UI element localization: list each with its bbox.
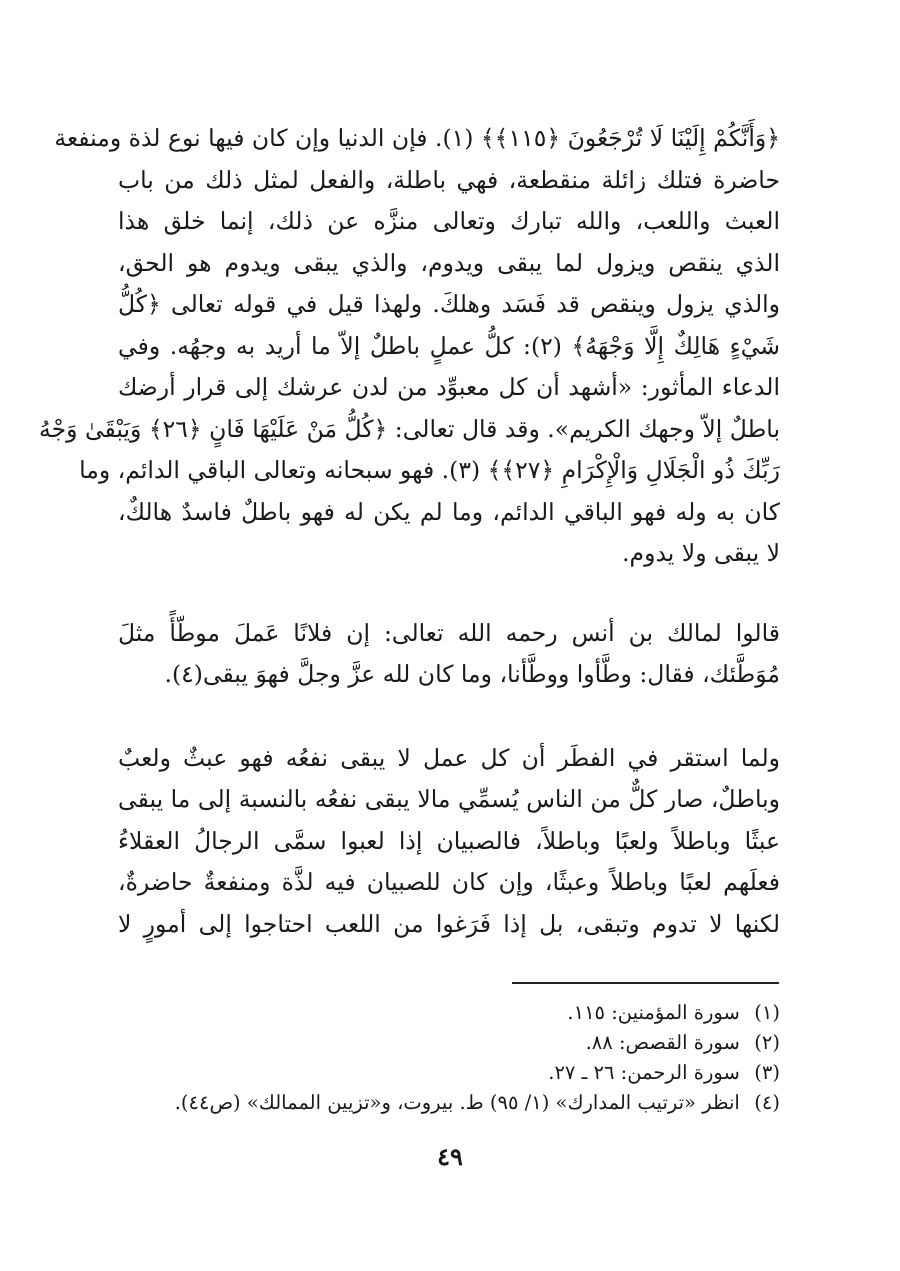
footnote-number: (٢) xyxy=(754,1031,780,1054)
footnote-2 xyxy=(118,1028,780,1058)
page-number: ٤٩ xyxy=(437,1142,463,1171)
text-line: الذي ينقص ويزول لما يبقى ويدوم، والذي يبقى ويدوم هو الحق، xyxy=(118,248,780,277)
text-line: الدعاء المأثور: «أشهد أن كل معبوِّد من لدن عرشك إلى قرار أرضك xyxy=(118,373,780,401)
paragraph-1 xyxy=(39,118,780,575)
footnote-text: انظر «ترتيب المدارك» (١/ ٩٥) ط. بيروت، و«تزيين الممالك» (ص٤٤). xyxy=(174,1091,740,1114)
footnote-1 xyxy=(118,998,780,1028)
page-body xyxy=(39,118,780,945)
paragraph-2 xyxy=(118,613,780,696)
footnote-number: (١) xyxy=(754,1001,780,1024)
text-line: لا يبقى ولا يدوم. xyxy=(622,539,780,567)
text-line: قالوا لمالك بن أنس رحمه الله تعالى: إن فلانًا عَملَ موطّأً مثلَ xyxy=(118,618,780,647)
footnote-text: سورة الرحمن: ٢٦ ـ ٢٧. xyxy=(548,1061,740,1084)
text-line: فعلَهم لعبًا وباطلاً وعبثًا، وإن كان للصبيان فيه لذَّة ومنفعةٌ حاضرةٌ، xyxy=(118,868,780,896)
text-line: مُوَطَّئك، فقال: وطَّأوا ووطَّأنا، وما كان لله عزَّ وجلَّ فهوَ يبقى(٤). xyxy=(164,660,780,688)
text-line: ولما استقر في الفطَر أن كل عمل لا يبقى نفعُه فهو عبثٌ ولعبٌ xyxy=(118,743,780,772)
text-line: شَيْءٍ هَالِكٌ إِلَّا وَجْهَهُ﴾ (٢): كلُّ عملٍ باطلٌ إلاّ ما أريد به وجهُه. وفي xyxy=(118,331,780,360)
footnote-text: سورة القصص: ٨٨. xyxy=(585,1031,740,1054)
text-line: عبثًا وباطلاً ولعبًا وباطلاً، فالصبيان إذا لعبوا سمَّى الرجالُ العقلاءُ xyxy=(118,826,780,855)
text-line: والذي يزول وينقص قد فَسَد وهلكَ. ولهذا قيل في قوله تعالى ﴿كُلُّ xyxy=(118,290,780,318)
text-line: حاضرة فتلك زائلة منقطعة، فهي باطلة، والفعل لمثل ذلك من باب xyxy=(118,165,780,194)
text-line: وباطلٌ، صار كلٌّ من الناس يُسمِّي مالا يبقى نفعُه بالنسبة إلى ما يبقى xyxy=(118,785,780,813)
footnote-4 xyxy=(118,1088,780,1118)
text-line: باطلٌ إلاّ وجهك الكريم». وقد قال تعالى: ﴿كُلُّ مَنْ عَلَيْهَا فَانٍ ﴿٢٦﴾ وَيَبْقَىٰ وَجْهُ xyxy=(39,414,780,443)
text-line: ﴿وَأَنَّكُمْ إِلَيْنَا لَا تُرْجَعُونَ ﴿١١٥﴾﴾ (١). فإن الدنيا وإن كان فيها نوع لذة ومنفعة xyxy=(54,124,780,152)
paragraph-3 xyxy=(118,738,780,946)
text-line: رَبِّكَ ذُو الْجَلَالِ وَالْإِكْرَامِ ﴿٢٧﴾﴾ (٣). فهو سبحانه وتعالى الباقي الدائم، وما xyxy=(79,456,780,484)
footnotes xyxy=(118,998,780,1118)
text-line: كان به وله فهو الباقي الدائم، وما لم يكن له فهو باطلٌ فاسدٌ هالكٌ، xyxy=(118,497,780,526)
footnote-3 xyxy=(118,1058,780,1088)
footnote-number: (٣) xyxy=(754,1061,780,1084)
footnote-divider xyxy=(512,982,779,984)
footnote-text: سورة المؤمنين: ١١٥. xyxy=(567,1001,740,1024)
text-line: لكنها لا تدوم وتبقى، بل إذا فَرَغوا من اللعب احتاجوا إلى أمورٍ لا xyxy=(118,909,780,938)
footnote-number: (٤) xyxy=(754,1091,780,1114)
text-line: العبث واللعب، والله تبارك وتعالى منزَّه عن ذلك، إنما خلق هذا xyxy=(118,207,780,235)
